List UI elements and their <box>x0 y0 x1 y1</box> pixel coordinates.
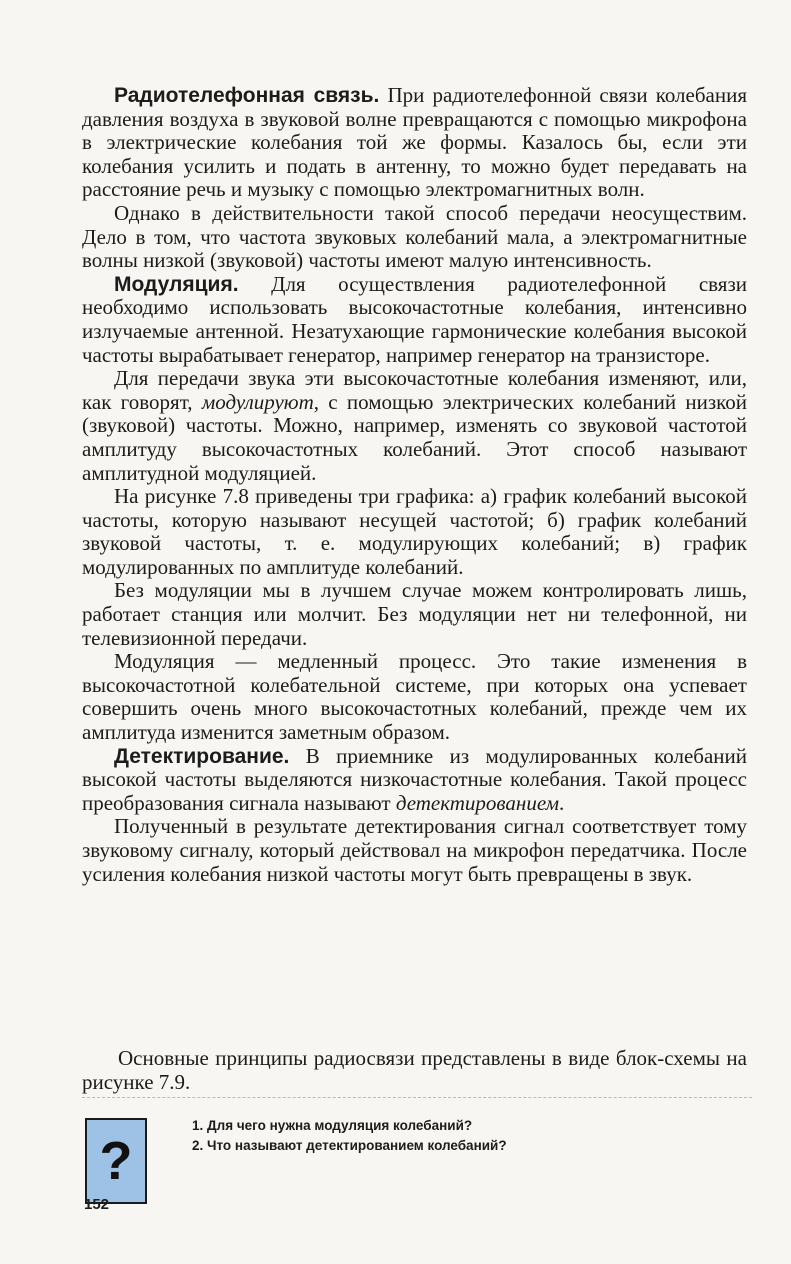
paragraph-text: При радиотелефонной связи колебания давления воздуха в звуковой волне превращаются с помощью микрофона в электрические колебания той же формы. Казалось бы, если эти колебания усилить и подать в антенну, то можно будет передавать на расстояние речь и музыку с помощью электромагнитных волн. <box>82 83 747 202</box>
paragraph-text: Без модуляции мы в лучшем случае можем контролировать лишь, работает станция или молчит. Без модуляции нет ни телефонной, ни телевизионной передачи. <box>82 578 747 650</box>
paragraph-text: Для осуществления радиотелефонной связи необходимо использовать высокочастотные колебания, интенсивно излучаемые антенной. Незатухающие гармонические колебания высокой частоты вырабатывает генератор, например генератор на транзисторе. <box>82 271 747 367</box>
question-item: 2. Что называют детектированием колебаний? <box>192 1138 507 1153</box>
review-questions <box>192 1116 752 1156</box>
paragraph-modulation <box>82 273 747 367</box>
question-mark-icon <box>85 1118 147 1204</box>
paragraph-result-signal <box>82 815 747 886</box>
final-paragraph <box>82 1047 747 1094</box>
paragraph-text: Для передачи звука эти высокочастотные колебания изменяют, или, как говорят, <box>82 366 747 414</box>
paragraph-radiotelephone <box>82 84 747 202</box>
heading-modulation: Модуляция. <box>114 272 239 296</box>
divider <box>82 1097 752 1098</box>
paragraph-detection <box>82 745 747 816</box>
page-number: 152 <box>84 1196 110 1213</box>
paragraph-without-modulation <box>82 579 747 650</box>
body-text <box>82 84 747 886</box>
paragraph-figure-ref <box>82 485 747 579</box>
question-item: 1. Для чего нужна модуляция колебаний? <box>192 1118 473 1133</box>
term-modulate: модулируют <box>201 389 314 414</box>
paragraph-text: . <box>559 790 565 815</box>
question-symbol: ? <box>99 1131 133 1191</box>
term-detection: детектированием <box>395 790 560 815</box>
paragraph-text: Полученный в результате детектирования сигнал соответствует тому звуковому сигналу, который действовал на микрофон передатчика. После усиления колебания низкой частоты могут быть превращены в звук. <box>82 814 747 886</box>
paragraph-text: Основные принципы радиосвязи представлены в виде блок-схемы на рисунке 7.9. <box>82 1046 747 1094</box>
paragraph-sound-transfer <box>82 367 747 485</box>
paragraph-text: В приемнике из модулированных колебаний высокой частоты выделяются низкочастотные колебания. Такой процесс преобразования сигнала называют <box>82 743 747 815</box>
paragraph-however <box>82 202 747 273</box>
paragraph-text: , с помощью электрических колебаний низкой (звуковой) частоты. Можно, например, изменять со звуковой частотой амплитуду высокочастотных колебаний. Этот способ называют амплитудной модуляцией. <box>82 389 748 485</box>
heading-radiotelephone: Радиотелефонная связь. <box>114 84 380 107</box>
paragraph-text: Модуляция — медленный процесс. Это такие изменения в высокочастотной колебательной системе, при которых она успевает совершить очень много высокочастотных колебаний, прежде чем их амплитуда изменится заметным образом. <box>82 649 747 745</box>
heading-detection: Детектирование. <box>114 744 290 768</box>
paragraph-text: На рисунке 7.8 приведены три графика: а) график колебаний высокой частоты, которую называют несущей частотой; б) график колебаний звуковой частоты, т. е. модулирующих колебаний; в) график модулированных по амплитуде колебаний. <box>82 484 747 579</box>
paragraph-slow-process <box>82 650 747 744</box>
paragraph-text: Однако в действительности такой способ передачи неосуществим. Дело в том, что частота звуковых колебаний мала, а электромагнитные волны низкой (звуковой) частоты имеют малую интенсивность. <box>82 200 747 273</box>
